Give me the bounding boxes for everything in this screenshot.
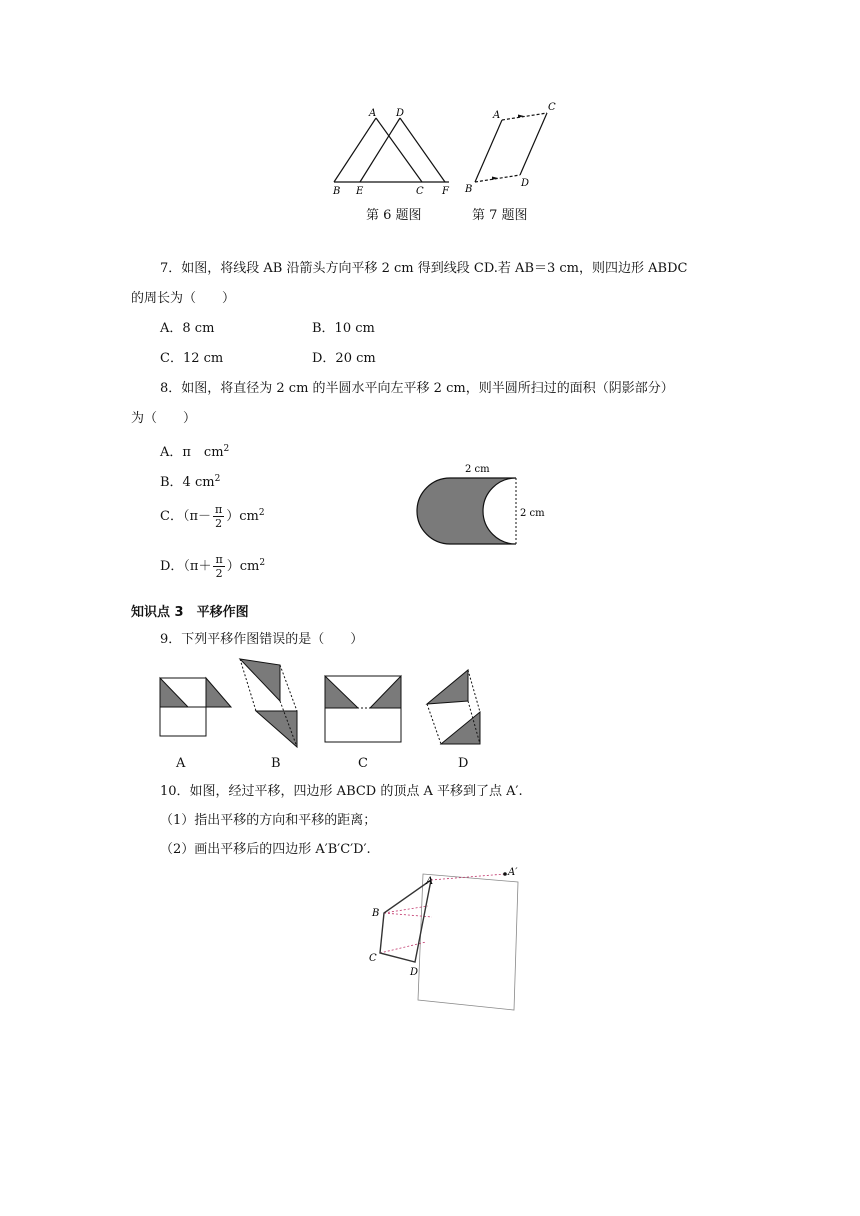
q7-stem-line1: 7．如图，将线段 AB 沿箭头方向平移 2 cm 得到线段 CD.若 AB＝3 cm，则四边形 ABDC: [160, 261, 688, 276]
fig6-label-b: B: [333, 186, 341, 197]
figure-q7: [475, 113, 547, 182]
q8-stem-line2: 为（ ）: [131, 411, 197, 426]
q8-fig-top-label: 2 cm: [465, 464, 490, 475]
figure-q9: [150, 655, 500, 755]
q7-option-b: B．10 cm: [312, 321, 375, 336]
fig6-label-a: A: [369, 108, 377, 119]
q9-label-d: D: [458, 756, 469, 771]
fig7-label-c: C: [548, 102, 556, 113]
fig6-label-d: D: [396, 108, 405, 119]
paper-rectangle: [418, 874, 518, 1010]
section-title-3: 知识点 3 平移作图: [131, 605, 249, 620]
fig6-label-e: E: [356, 186, 364, 197]
q10-label-d: D: [410, 967, 419, 978]
q9-figure-a: [160, 678, 231, 736]
swept-area-shaded: [417, 478, 516, 544]
q9-label-b: B: [271, 756, 281, 771]
fig7-label-a: A: [493, 110, 501, 121]
q7-option-c: C．12 cm: [160, 351, 224, 366]
figure-q10: [360, 860, 540, 1020]
q8-fig-right-label: 2 cm: [520, 508, 545, 519]
q8-option-d: D．（π＋ $\frac{\pi}{2}$ ）$cm^2$: [160, 553, 266, 580]
q10-label-c: C: [369, 953, 377, 964]
caption-fig6: 第 6 题图: [366, 208, 422, 223]
q10-stem: 10．如图，经过平移，四边形 ABCD 的顶点 A 平移到了点 A′.: [160, 784, 523, 799]
q9-figure-d: [427, 670, 480, 744]
q10-label-b: B: [372, 908, 380, 919]
q7-option-a: A．8 cm: [160, 321, 215, 336]
q8-option-b: B．4 $cm^2$: [160, 474, 221, 490]
q9-label-c: C: [358, 756, 368, 771]
q10-part-1: （1）指出平移的方向和平移的距离；: [160, 813, 377, 828]
fig6-label-c: C: [416, 186, 424, 197]
q8-option-c: C．（π－ $\frac{\pi}{2}$ ）$cm^2$: [160, 503, 265, 530]
q9-figure-b: [240, 659, 297, 747]
q10-label-a-prime: A′: [508, 867, 518, 878]
arrow-head-top: [518, 115, 524, 119]
fraction-pi-over-2: $\frac{\pi}{2}$: [215, 553, 223, 580]
caption-fig7: 第 7 题图: [472, 208, 528, 223]
q9-stem: 9．下列平移作图错误的是（ ）: [160, 632, 364, 647]
q10-label-a: A: [426, 876, 434, 887]
q7-stem-line2: 的周长为（ ）: [131, 291, 236, 306]
q9-figure-c: [325, 676, 401, 742]
q9-label-a: A: [176, 756, 186, 771]
q8-option-a: A．π $cm^2$: [160, 444, 230, 460]
q10-part-2: （2）画出平移后的四边形 A′B′C′D′.: [160, 842, 371, 857]
fig7-label-d: D: [521, 178, 530, 189]
fraction-pi-over-2: $\frac{\pi}{2}$: [215, 503, 223, 530]
figure-q8: [405, 458, 565, 558]
fig7-label-b: B: [465, 184, 473, 195]
figure-q6-q7: [320, 100, 580, 200]
q7-option-d: D．20 cm: [312, 351, 376, 366]
figure-q6: [334, 118, 449, 182]
q8-stem-line1: 8．如图，将直径为 2 cm 的半圆水平向左平移 2 cm，则半圆所扫过的面积（阴影部分）: [160, 381, 674, 396]
point-a-prime: [503, 872, 507, 876]
fig6-label-f: F: [442, 186, 449, 197]
